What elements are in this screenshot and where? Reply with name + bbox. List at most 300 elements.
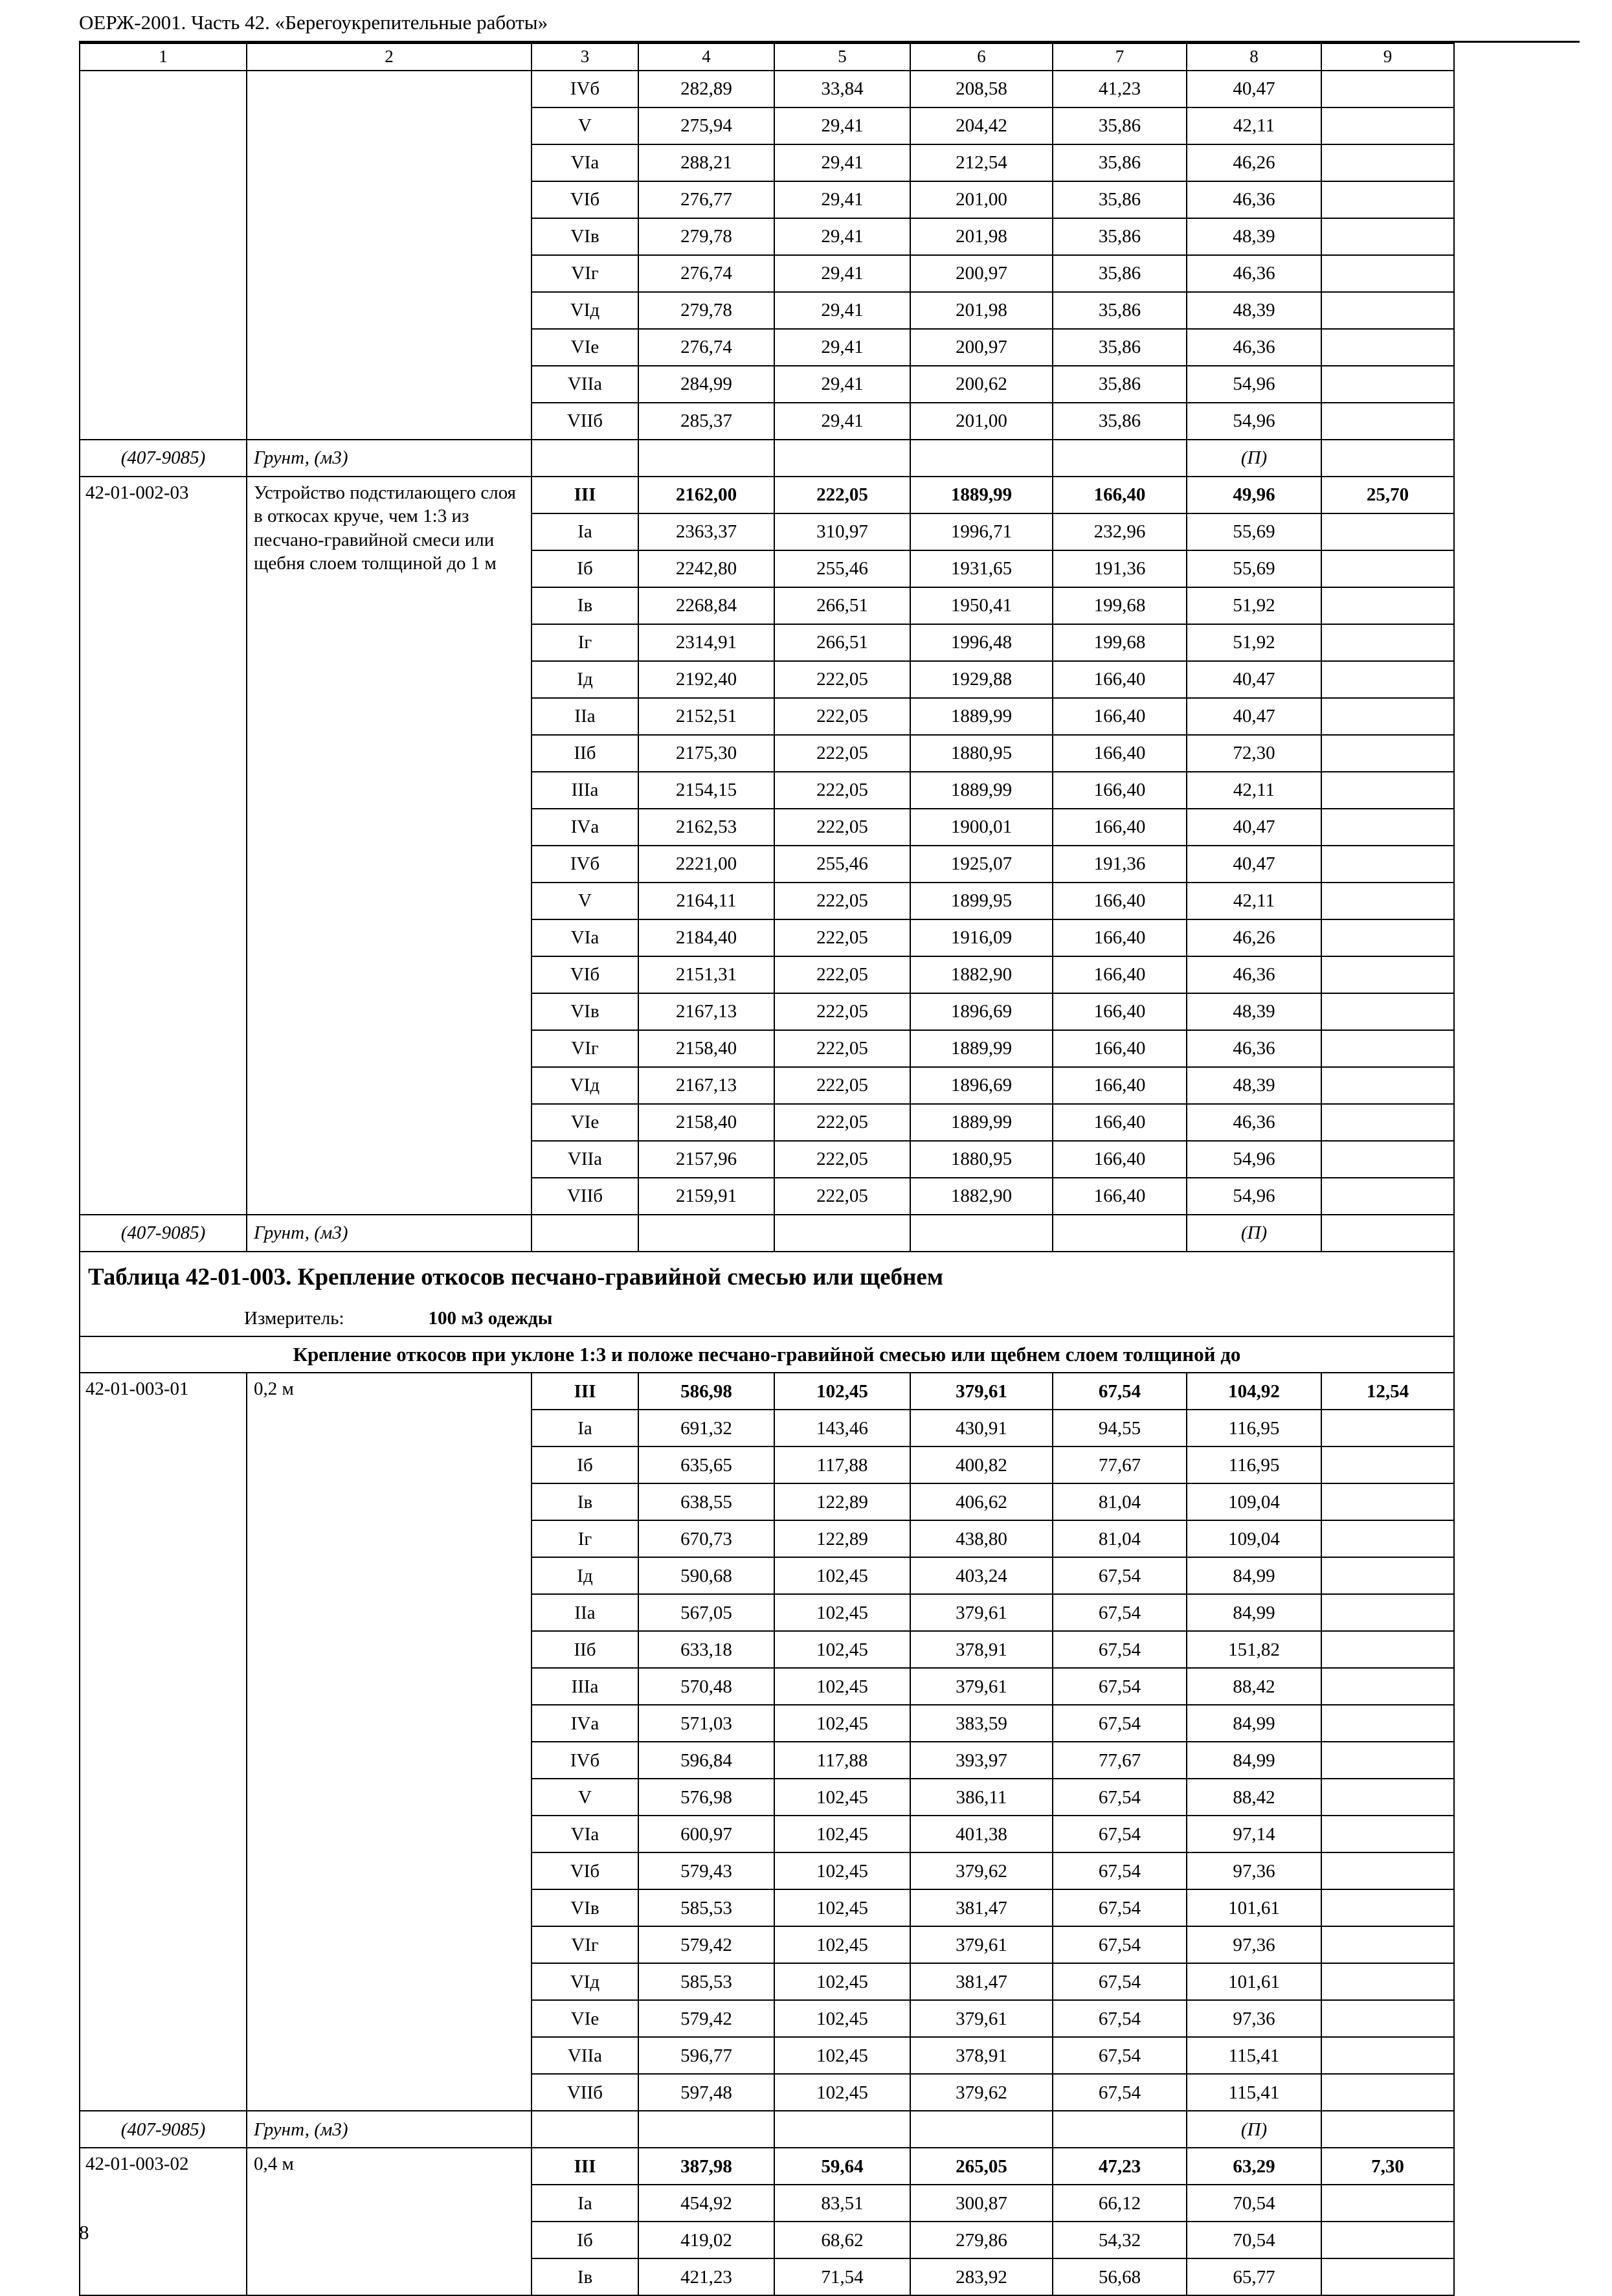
cell-value: 199,68 [1053,587,1187,624]
cell-value: 1929,88 [910,661,1053,698]
cell-value: 48,39 [1187,292,1321,329]
cell-value: 379,61 [910,1594,1053,1631]
cell-value: 56,68 [1053,2258,1187,2295]
cell-group: III [532,477,638,513]
entry-description: Устройство подстилающего слоя в откосах круче, чем 1:3 из песчано-гравийной смеси или щебня слоем толщиной до 1 м [247,477,532,1215]
cell-value: 2151,31 [638,956,774,993]
cell-value: 266,51 [774,624,910,661]
cell-value: 201,00 [910,181,1053,218]
cell-value: 102,45 [774,1889,910,1926]
cell-empty [1321,2074,1454,2111]
cell-value: 29,41 [774,403,910,440]
cell-empty [1321,1141,1454,1178]
cell-value: 222,05 [774,1067,910,1104]
footnote-row [80,440,1454,477]
cell-value: 201,98 [910,218,1053,255]
cell-value: 68,62 [774,2222,910,2258]
cell-empty [1321,513,1454,550]
cell-empty [1321,440,1454,477]
cell-empty [1321,1668,1454,1705]
cell-value: 1889,99 [910,772,1053,809]
cell-value: 35,86 [1053,329,1187,366]
cell-value: 166,40 [1053,919,1187,956]
cell-empty [638,440,774,477]
cell-value: 232,96 [1053,513,1187,550]
cell-value: 51,92 [1187,624,1321,661]
footnote-label: Грунт, (м3) [247,440,532,477]
cell-value: 35,86 [1053,366,1187,403]
cell-value: 200,62 [910,366,1053,403]
cell-empty [1321,292,1454,329]
cell-value: 116,95 [1187,1446,1321,1483]
cell-value: 1882,90 [910,1178,1053,1215]
cell-value: 41,23 [1053,71,1187,107]
cell-value: 46,26 [1187,144,1321,181]
measurer-label: Измеритель: [244,1308,344,1329]
cell-value: 88,42 [1187,1668,1321,1705]
cell-value: 102,45 [774,1631,910,1668]
cell-empty [1321,1215,1454,1252]
cell-value: 102,45 [774,1705,910,1742]
cell-value: 199,68 [1053,624,1187,661]
cell-value: 109,04 [1187,1483,1321,1520]
cell-value: 285,37 [638,403,774,440]
cell-value: 102,45 [774,2000,910,2037]
cell-empty [1321,1030,1454,1067]
cell-value: 35,86 [1053,181,1187,218]
cell-value: 88,42 [1187,1779,1321,1816]
cell-empty [1321,698,1454,735]
cell-value: 2184,40 [638,919,774,956]
cell-value: 567,05 [638,1594,774,1631]
entry-code: 42-01-003-01 [80,1373,247,2111]
cell-value: 166,40 [1053,1030,1187,1067]
cell-value: 1931,65 [910,550,1053,587]
cell-value: 102,45 [774,1373,910,1410]
cell-empty [638,2111,774,2148]
cell-value: 101,61 [1187,1963,1321,2000]
cell-group: IVб [532,71,638,107]
cell-value: 40,47 [1187,846,1321,883]
cell-empty [1321,2258,1454,2295]
cell-value: 1889,99 [910,1104,1053,1141]
cell-group: VIIб [532,403,638,440]
cell-value: 2164,11 [638,883,774,919]
cell-value: 222,05 [774,735,910,772]
cell-value: 2221,00 [638,846,774,883]
cell-empty [1321,2037,1454,2074]
cell-value: 67,54 [1053,1963,1187,2000]
cell-empty [1321,1446,1454,1483]
cell-empty [1321,1705,1454,1742]
cell-group: V [532,1779,638,1816]
cell-value: 2154,15 [638,772,774,809]
cell-group: VIа [532,1816,638,1852]
cell-value: 284,99 [638,366,774,403]
footnote-mark: (П) [1187,1215,1321,1252]
cell-value: 54,32 [1053,2222,1187,2258]
cell-value: 54,96 [1187,1141,1321,1178]
cell-value: 279,78 [638,292,774,329]
cell-value: 40,47 [1187,809,1321,846]
cell-value: 97,36 [1187,2000,1321,2037]
cell-value: 403,24 [910,1557,1053,1594]
cell-group: Iб [532,550,638,587]
cell-value: 166,40 [1053,956,1187,993]
cell-value: 2167,13 [638,993,774,1030]
cell-empty [1321,1852,1454,1889]
cell-value: 379,61 [910,1373,1053,1410]
cell-value: 46,36 [1187,181,1321,218]
cell-value: 1880,95 [910,735,1053,772]
cell-group: V [532,107,638,144]
cell-group: III [532,1373,638,1410]
cell-group: VIIб [532,2074,638,2111]
cell-value: 102,45 [774,2037,910,2074]
cell-group: IIа [532,698,638,735]
cell-value: 84,99 [1187,1594,1321,1631]
cell-group: VIе [532,329,638,366]
cell-group: IIIа [532,772,638,809]
cell-value: 1996,48 [910,624,1053,661]
cell-group: Iд [532,1557,638,1594]
cell-value: 35,86 [1053,255,1187,292]
cell-value: 42,11 [1187,883,1321,919]
cell-value: 2159,91 [638,1178,774,1215]
footnote-code: (407-9085) [80,1215,247,1252]
cell-value: 51,92 [1187,587,1321,624]
cell-value: 585,53 [638,1963,774,2000]
cell-empty [1321,1410,1454,1446]
cell-value: 212,54 [910,144,1053,181]
cell-value: 379,62 [910,1852,1053,1889]
cell-empty [1321,1483,1454,1520]
entry-code: 42-01-002-03 [80,477,247,1215]
cell-value: 276,74 [638,329,774,366]
cell-group: IVа [532,809,638,846]
cell-value: 151,82 [1187,1631,1321,1668]
table-title: Таблица 42-01-003. Крепление откосов песчано-гравийной смесью или щебнем [80,1252,1454,1301]
cell-empty [1321,1594,1454,1631]
cell-group: Iб [532,1446,638,1483]
cell-value: 596,77 [638,2037,774,2074]
footnote-code: (407-9085) [80,440,247,477]
cell-value: 265,05 [910,2148,1053,2185]
cell-value: 1925,07 [910,846,1053,883]
cell-value: 109,04 [1187,1520,1321,1557]
cell-value: 101,61 [1187,1889,1321,1926]
cell-value: 276,74 [638,255,774,292]
cell-value: 166,40 [1053,661,1187,698]
cell-value: 102,45 [774,1594,910,1631]
cell-value: 166,40 [1053,883,1187,919]
footnote-mark: (П) [1187,2111,1321,2148]
cell-value: 97,14 [1187,1816,1321,1852]
cell-value: 59,64 [774,2148,910,2185]
cell-value: 7,30 [1321,2148,1454,2185]
cell-value: 70,54 [1187,2222,1321,2258]
cell-empty [1321,1926,1454,1963]
cell-value: 579,42 [638,1926,774,1963]
cell-empty [532,440,638,477]
cell-value: 29,41 [774,181,910,218]
cell-group: III [532,2148,638,2185]
cell-value: 579,43 [638,1852,774,1889]
cell-empty [1321,1742,1454,1779]
table-row [80,71,1454,107]
cell-value: 1996,71 [910,513,1053,550]
cell-empty [1321,2185,1454,2222]
cell-value: 67,54 [1053,1779,1187,1816]
cell-empty [1321,2000,1454,2037]
cell-value: 29,41 [774,292,910,329]
cell-value: 430,91 [910,1410,1053,1446]
column-number: 1 [80,43,247,71]
cell-group: VIIа [532,1141,638,1178]
cell-empty [1053,1215,1187,1252]
cell-value: 67,54 [1053,1668,1187,1705]
cell-value: 378,91 [910,2037,1053,2074]
footnote-label: Грунт, (м3) [247,1215,532,1252]
cell-value: 383,59 [910,1705,1053,1742]
cell-value: 66,12 [1053,2185,1187,2222]
cell-group: V [532,883,638,919]
cell-value: 67,54 [1053,1926,1187,1963]
cell-value: 102,45 [774,1557,910,1594]
cell-value: 102,45 [774,1816,910,1852]
cell-group: VIб [532,1852,638,1889]
cell-value: 597,48 [638,2074,774,2111]
table-body [80,71,1454,2295]
cell-empty [1321,1557,1454,1594]
cell-group: Iв [532,587,638,624]
cell-value: 2158,40 [638,1104,774,1141]
cell-value: 691,32 [638,1410,774,1446]
column-number: 6 [910,43,1053,71]
norms-table [79,43,1455,2296]
cell-value: 310,97 [774,513,910,550]
cell-group: VIг [532,1926,638,1963]
cell-value: 191,36 [1053,846,1187,883]
cell-value: 300,87 [910,2185,1053,2222]
cell-group: VIа [532,144,638,181]
footnote-label: Грунт, (м3) [247,2111,532,2148]
cell-empty [1321,661,1454,698]
cell-value: 586,98 [638,1373,774,1410]
cell-value: 386,11 [910,1779,1053,1816]
cell-empty [1321,181,1454,218]
cell-group: IIIа [532,1668,638,1705]
cell-value: 633,18 [638,1631,774,1668]
cell-value: 222,05 [774,698,910,735]
cell-value: 276,77 [638,181,774,218]
entry-description: 0,2 м [247,1373,532,2111]
measurer-value: 100 м3 одежды [428,1308,553,1329]
cell-value: 166,40 [1053,698,1187,735]
cell-group: VIIа [532,366,638,403]
cell-value: 266,51 [774,587,910,624]
cell-value: 46,36 [1187,1104,1321,1141]
measurer-row [80,1301,1454,1336]
cell-value: 55,69 [1187,550,1321,587]
cell-value: 102,45 [774,1852,910,1889]
cell-value: 97,36 [1187,1926,1321,1963]
table-head [80,43,1454,71]
cell-value: 222,05 [774,477,910,513]
cell-value: 222,05 [774,809,910,846]
cell-value: 84,99 [1187,1742,1321,1779]
cell-value: 222,05 [774,993,910,1030]
cell-value: 401,38 [910,1816,1053,1852]
cell-value: 438,80 [910,1520,1053,1557]
cell-value: 35,86 [1053,403,1187,440]
cell-empty [532,2111,638,2148]
cell-empty [1321,403,1454,440]
cell-value: 49,96 [1187,477,1321,513]
cell-value: 2175,30 [638,735,774,772]
cell-value: 2158,40 [638,1030,774,1067]
cell-value: 166,40 [1053,735,1187,772]
cell-value: 81,04 [1053,1483,1187,1520]
cell-group: VIIа [532,2037,638,2074]
cell-value: 1950,41 [910,587,1053,624]
cell-value: 1880,95 [910,1141,1053,1178]
cell-value: 275,94 [638,107,774,144]
cell-value: 222,05 [774,883,910,919]
cell-value: 670,73 [638,1520,774,1557]
cell-value: 77,67 [1053,1742,1187,1779]
cell-empty [1321,1631,1454,1668]
cell-group: VIд [532,1067,638,1104]
cell-empty [1321,624,1454,661]
cell-value: 379,61 [910,1668,1053,1705]
cell-value: 40,47 [1187,698,1321,735]
cell-empty [1321,1816,1454,1852]
cell-value: 67,54 [1053,1594,1187,1631]
cell-empty [1321,846,1454,883]
cell-value: 143,46 [774,1410,910,1446]
cell-empty [1321,587,1454,624]
cell-empty [774,1215,910,1252]
cell-value: 1882,90 [910,956,1053,993]
cell-value: 46,36 [1187,255,1321,292]
cell-value: 83,51 [774,2185,910,2222]
column-number: 4 [638,43,774,71]
cell-value: 2167,13 [638,1067,774,1104]
cell-value: 222,05 [774,956,910,993]
cell-empty [774,2111,910,2148]
cell-value: 29,41 [774,107,910,144]
cell-group: VIв [532,993,638,1030]
column-number-row [80,43,1454,71]
cell-value: 54,96 [1187,1178,1321,1215]
cell-empty [1321,107,1454,144]
cell-value: 200,97 [910,255,1053,292]
cell-value: 255,46 [774,846,910,883]
cell-value: 33,84 [774,71,910,107]
cell-group: IIб [532,1631,638,1668]
cell-value: 67,54 [1053,2074,1187,2111]
cell-value: 63,29 [1187,2148,1321,2185]
cell-value: 116,95 [1187,1410,1321,1446]
cell-value: 191,36 [1053,550,1187,587]
cell-group: IVб [532,1742,638,1779]
cell-value: 29,41 [774,329,910,366]
cell-empty [1321,550,1454,587]
cell-empty [1321,1104,1454,1141]
cell-value: 2314,91 [638,624,774,661]
cell-value: 102,45 [774,1779,910,1816]
cell-group: IVа [532,1705,638,1742]
cell-value: 67,54 [1053,1889,1187,1926]
cell-value: 35,86 [1053,144,1187,181]
cell-value: 67,54 [1053,1373,1187,1410]
cell-value: 282,89 [638,71,774,107]
cell-empty [1321,1779,1454,1816]
cell-value: 35,86 [1053,218,1187,255]
cell-value: 54,96 [1187,366,1321,403]
column-number: 2 [247,43,532,71]
cell-empty [1321,71,1454,107]
cell-value: 65,77 [1187,2258,1321,2295]
cell-value: 379,61 [910,2000,1053,2037]
cell-value: 600,97 [638,1816,774,1852]
cell-value: 222,05 [774,661,910,698]
table-title-row [80,1252,1454,1301]
cell-empty [1321,883,1454,919]
cell-value: 576,98 [638,1779,774,1816]
cell-value: 42,11 [1187,772,1321,809]
cell-value: 288,21 [638,144,774,181]
cell-value: 29,41 [774,366,910,403]
cell-value: 596,84 [638,1742,774,1779]
cell-empty [910,2111,1053,2148]
cell-value: 48,39 [1187,1067,1321,1104]
cell-group: IIб [532,735,638,772]
section-subtitle: Крепление откосов при уклоне 1:3 и положе песчано-гравийной смесью или щебнем слоем толщиной до [80,1336,1454,1373]
cell-value: 222,05 [774,1141,910,1178]
cell-value: 104,92 [1187,1373,1321,1410]
cell-group: Iв [532,1483,638,1520]
cell-value: 406,62 [910,1483,1053,1520]
document-header [79,10,1580,43]
cell-value: 102,45 [774,2074,910,2111]
cell-value: 166,40 [1053,1178,1187,1215]
column-number: 7 [1053,43,1187,71]
cell-value: 2268,84 [638,587,774,624]
cell-value: 222,05 [774,919,910,956]
cell-empty [1321,366,1454,403]
cell-empty [1321,1178,1454,1215]
cell-value: 67,54 [1053,1816,1187,1852]
column-number: 9 [1321,43,1454,71]
cell-value: 1889,99 [910,1030,1053,1067]
cell-group: Iг [532,1520,638,1557]
cell-group: Iб [532,2222,638,2258]
cell-group: VIIб [532,1178,638,1215]
cell-value: 122,89 [774,1520,910,1557]
cell-value: 29,41 [774,218,910,255]
cell-value: 283,92 [910,2258,1053,2295]
cell-group: VIб [532,956,638,993]
footnote-row [80,2111,1454,2148]
cell-empty [1321,2222,1454,2258]
cell-group: VIд [532,292,638,329]
cell-value: 379,61 [910,1926,1053,1963]
cell-value: 122,89 [774,1483,910,1520]
cell-value: 47,23 [1053,2148,1187,2185]
cell-value: 579,42 [638,2000,774,2037]
